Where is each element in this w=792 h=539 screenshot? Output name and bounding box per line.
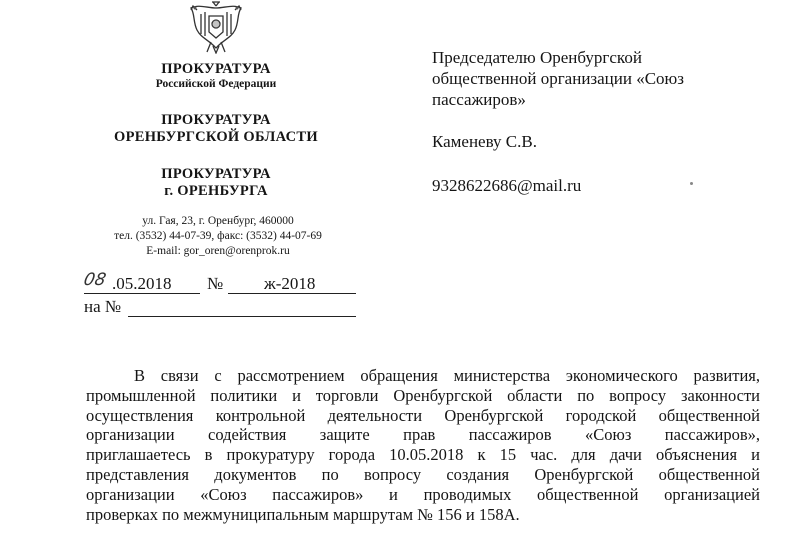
sender-block-2: [100, 112, 332, 145]
eagle-emblem-icon: [183, 0, 249, 54]
recipient-name: Каменеву С.В.: [432, 132, 537, 151]
body-line-5: приглашаетесь в прокуратуру города 10.05.2018 к 15 час. для дачи объяснения и: [86, 445, 760, 465]
date-underline: [84, 293, 200, 294]
body-line-3: осуществления контрольной деятельности Оренбургской городской общественной: [86, 405, 760, 425]
reply-underline: [128, 316, 356, 317]
sender-title-3: ПРОКУРАТУРА: [161, 166, 271, 182]
sender-contacts: [92, 214, 344, 259]
reg-date: .05.2018: [112, 274, 172, 293]
sender-title-1: ПРОКУРАТУРА: [161, 61, 271, 77]
body-line-8: проверках по межмуниципальным маршрутам № 156 и 158А.: [86, 504, 520, 524]
handwritten-day: 08: [81, 270, 108, 290]
reply-label: на №: [84, 297, 122, 316]
body-line-6: представления документов по вопросу создания Оренбургской общественной: [86, 464, 760, 484]
sender-title-2: ПРОКУРАТУРА: [161, 112, 271, 128]
sender-subtitle-1: Российской Федерации: [155, 77, 277, 90]
reg-number-label: №: [207, 274, 224, 293]
sender-city-3: г. ОРЕНБУРГА: [164, 182, 268, 199]
number-underline: [228, 293, 356, 294]
recipient-line-3: пассажиров»: [432, 90, 526, 109]
sender-address: ул. Гая, 23, г. Оренбург, 460000: [142, 215, 294, 227]
sender-phone: тел. (3532) 44-07-39, факс: (3532) 44-07-69: [114, 230, 322, 242]
recipient-address: [432, 47, 684, 110]
recipient-email: 9328622686@mail.ru: [432, 176, 582, 195]
reg-number: ж-2018: [264, 274, 316, 293]
body-line-2: промышленной политики и торговли Оренбургской области по вопросу законности: [86, 385, 760, 405]
recipient-line-1: Председателю Оренбургской: [432, 48, 642, 67]
scan-speck: [690, 182, 693, 185]
body-line-4: организации содействия защите прав пассажиров «Союз пассажиров»,: [86, 425, 760, 445]
sender-block-1: [100, 61, 332, 91]
body-line-7: организации «Союз пассажиров» и проводимых общественной организацией: [86, 484, 760, 504]
sender-email: E-mail: gor_oren@orenprok.ru: [146, 245, 290, 257]
letter-body: [86, 366, 760, 524]
recipient-line-2: общественной организации «Союз: [432, 69, 684, 88]
sender-region-2: ОРЕНБУРГСКОЙ ОБЛАСТИ: [114, 128, 318, 145]
sender-block-3: [100, 166, 332, 199]
body-line-1: В связи с рассмотрением обращения министерства экономического развития,: [134, 366, 760, 385]
